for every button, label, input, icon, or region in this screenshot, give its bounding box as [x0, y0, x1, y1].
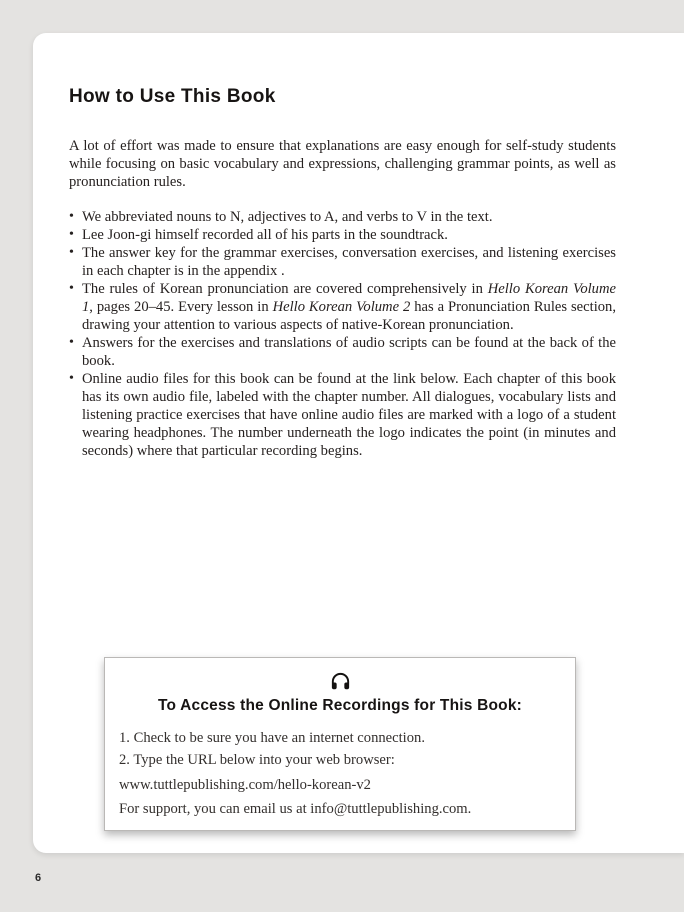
step-item: 1. Check to be sure you have an internet connection. [119, 730, 425, 746]
recordings-box [104, 657, 576, 831]
bullet-item: • The rules of Korean pronunciation are covered comprehensively in Hello Korean Volume 1, pages 20–45. Every lesson in Hello Korean Volume 2 has a Pronunciation Rules section, drawing your attention to various aspects of native-Korean pronunciation. [69, 280, 616, 334]
headphones-icon [105, 671, 575, 695]
bullet-item: • Answers for the exercises and translations of audio scripts can be found at the back of the book. [69, 334, 616, 370]
book-page [33, 33, 684, 853]
bullet-item: • We abbreviated nouns to N, adjectives to A, and verbs to V in the text. [69, 208, 616, 226]
box-body [105, 727, 575, 819]
bullet-item: • Lee Joon-gi himself recorded all of his parts in the soundtrack. [69, 226, 616, 244]
intro-paragraph: A lot of effort was made to ensure that explanations are easy enough for self-study students while focusing on basic vocabulary and expressions, challenging grammar points, as well as pronunciation rules. [69, 138, 616, 190]
box-heading: To Access the Online Recordings for This Book: [157, 697, 523, 714]
bullet-item: • The answer key for the grammar exercises, conversation exercises, and listening exercises in each chapter is in the appendix . [69, 244, 616, 280]
recordings-url: www.tuttlepublishing.com/hello-korean-v2 [119, 777, 371, 793]
support-email-line: For support, you can email us at info@tuttlepublishing.com. [119, 801, 472, 817]
body-copy [69, 137, 616, 460]
step-item: 2. Type the URL below into your web browser: [119, 752, 395, 768]
steps-list [119, 727, 561, 771]
bullet-list [69, 208, 616, 460]
page-title: How to Use This Book [69, 86, 276, 107]
bullet-item: • Online audio files for this book can be found at the link below. Each chapter of this book has its own audio file, labeled with the chapter number. All dialogues, vocabulary lists and listening practice exercises that have online audio files are marked with a logo of a student wearing headphones. The number underneath the logo indicates the point (in minutes and seconds) where that particular recording begins. [69, 370, 616, 460]
page-number: 6 [35, 872, 42, 884]
